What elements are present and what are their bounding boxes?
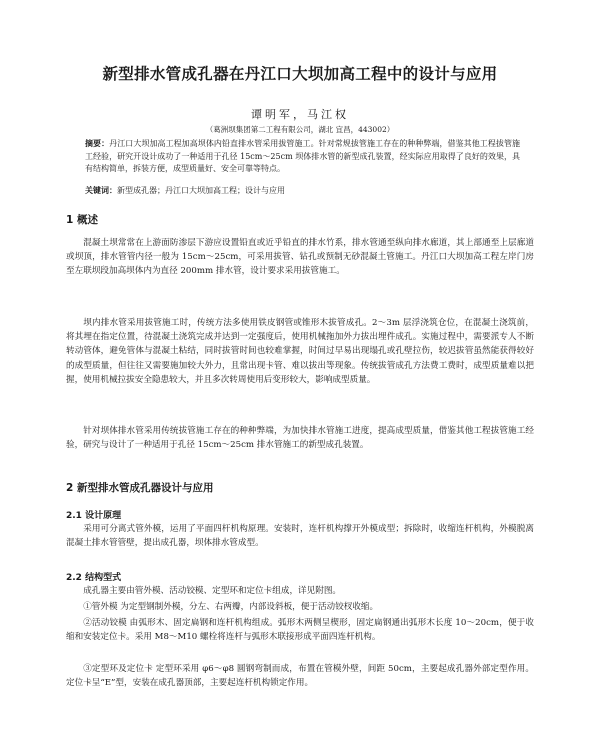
section-2-heading: 2 新型排水管成孔器设计与应用 xyxy=(66,482,214,494)
section-2-2-heading: 2.2 结构型式 xyxy=(66,573,122,583)
section-2-2-paragraph-3: ②活动铰模 由弧形木、固定扁钢和连杆机构组成。弧形木两侧呈楔形，固定扁钢通出弧形木长度 10～20cm，便于收缩和安装定位卡。采用 M8～M10 螺栓将连杆与弧形木联接形成平面四连杆机构。 xyxy=(66,618,534,643)
section-1-heading: 1 概述 xyxy=(66,214,98,226)
section-1-paragraph-3: 针对坝体排水管采用传统拔管施工存在的种种弊端，为加快排水管施工进度，提高成型质量，借鉴其他工程拔管施工经验，研究与设计了一种适用于孔径 15cm～25cm 排水管施工的新型成孔装置。 xyxy=(66,426,534,451)
section-1-paragraph-1: 混凝土坝常常在上游面防渗层下游应设置铅直或近乎铅直的排水竹系，排水管通至纵向排水廊道，其上部通至上层廊道或坝顶，排水管管内径一般为 15cm～25cm，可采用拔管、钻孔或预制无砂混凝土管施工。丹江口大坝加高工程左岸门房至左联坝段加高坝体内为直径 200mm 排水管，设计要求采用拔管施工。 xyxy=(66,238,534,277)
keywords-text: 新型成孔器；丹江口大坝加高工程；设计与应用 xyxy=(117,186,285,195)
section-2-2-paragraph-1: 成孔器主要由管外模、活动铰模、定型环和定位卡组成，详见附图。 xyxy=(83,586,342,596)
section-2-1-heading: 2.1 设计原理 xyxy=(66,511,122,521)
abstract-label: 摘要： xyxy=(85,139,110,148)
section-2-1-paragraph: 采用可分离式管外模，运用了平面四杆机构原理。安装时，连杆机构撑开外模成型；拆除时，收缩连杆机构，外模脱离混凝土排水管管壁，提出成孔器，坝体排水管成型。 xyxy=(66,524,534,549)
keywords-label: 关键词： xyxy=(85,186,117,195)
keywords xyxy=(85,185,520,197)
paper-title: 新型排水管成孔器在丹江口大坝加高工程中的设计与应用 xyxy=(102,65,498,83)
abstract-text: 丹江口大坝加高工程加高坝体内铅直排水管采用拔管施工。针对常规拔管施工存在的种种弊端，借鉴其他工程拔管施工经验，研究开设计成功了一种适用于孔径 15cm～25cm 坝体排水管的新型成孔装置，经实际应用取得了良好的效果，具有结构简单，拆装方便，成型质量好、安全可靠等特点。 xyxy=(85,139,520,174)
abstract xyxy=(85,138,520,176)
section-1-paragraph-2: 坝内排水管采用拔管施工时，传统方法多使用铁皮钢管或锥形木拔管成孔。2～3m 层浮浇筑仓位，在混凝土浇筑前，将其埋在指定位置，待混凝土浇筑完成并达到一定强度后，使用机械拖加外力拔出埋件成孔。实施过程中，需要派专人不断转动管体，避免管体与混凝土粘结，同时拔管时间也较难掌握，时间过早易出现塌孔或孔壁拉伤，较迟拔管虽然能获得较好的成型质量，但往往又需要施加较大外力，且常出现卡管、难以拔出等现象。传统拔管成孔方法费工费时，成型质量难以把握，使用机械拉拔安全隐患较大，并且多次转周使用后变形较大，影响成型质量。 xyxy=(66,318,534,385)
paper-authors: 谭明军，马江权 xyxy=(251,108,349,121)
section-2-2-paragraph-4: ③定型环及定位卡 定型环采用 φ6～φ8 圆钢弯制而成，布置在管模外壁，间距 50cm，主要起成孔器外部定型作用。定位卡呈“E”型，安装在成孔器顶部，主要起连杆机构锁定作用。 xyxy=(66,664,534,689)
paper-affiliation: （葛洲坝集团第二工程有限公司，湖北 宜昌，443002） xyxy=(205,125,395,134)
section-2-2-paragraph-2: ①管外模 为定型钢制外模，分左、右两瓣，内部设斜板，便于活动铰杈收缩。 xyxy=(83,602,379,612)
